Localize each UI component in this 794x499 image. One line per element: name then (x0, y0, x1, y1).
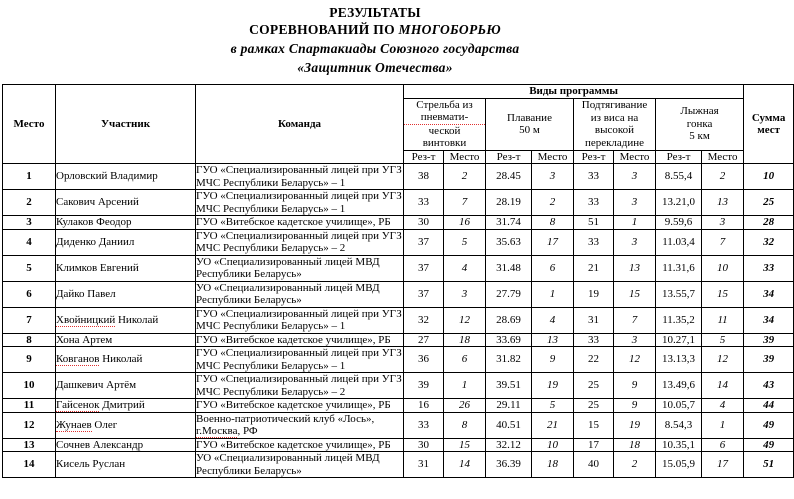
cell-swim_result: 28.19 (486, 190, 532, 216)
event-shooting-line3: ческой (428, 124, 461, 137)
cell-sum: 39 (744, 333, 794, 347)
event-pullups-line4: перекладине (584, 136, 645, 149)
cell-pullup_result: 33 (574, 229, 614, 255)
header-event-shooting (404, 98, 486, 150)
cell-pullup_rank: 9 (614, 399, 656, 413)
cell-sum: 33 (744, 255, 794, 281)
cell-sum: 44 (744, 399, 794, 413)
participant-given-name: Николай (99, 353, 143, 366)
cell-swim_result: 33.69 (486, 333, 532, 347)
cell-team (196, 190, 404, 216)
cell-swim_rank: 5 (532, 399, 574, 413)
event-skiing-line1: Лыжная (680, 105, 719, 118)
participant-given-name: Дмитрий (99, 399, 145, 411)
cell-ski_result: 10.35,1 (656, 438, 702, 452)
cell-place: 7 (3, 307, 56, 333)
cell-shooting_rank: 5 (444, 229, 486, 255)
cell-swim_rank: 13 (532, 333, 574, 347)
cell-swim_result: 27.79 (486, 281, 532, 307)
team-line: Республики Беларусь» (196, 464, 302, 477)
cell-sum: 25 (744, 190, 794, 216)
cell-ski_rank: 12 (702, 347, 744, 373)
cell-pullup_rank: 9 (614, 373, 656, 399)
table-row (3, 452, 794, 478)
cell-sum: 28 (744, 216, 794, 230)
header-pullups-rank: Место (614, 150, 656, 164)
title-competition-discipline: МНОГОБОРЬЮ (398, 22, 501, 37)
participant-surname: Ковганов (56, 353, 100, 366)
event-pullups-line1: Подтягивание (581, 99, 648, 111)
cell-place: 2 (3, 190, 56, 216)
cell-shooting_result: 32 (404, 307, 444, 333)
results-table-body (3, 164, 794, 478)
header-swimming-rank: Место (532, 150, 574, 164)
cell-pullup_result: 33 (574, 333, 614, 347)
team-line: ГУО «Витебское кадетское училище», РБ (196, 399, 391, 411)
cell-place: 14 (3, 452, 56, 478)
team-line: МЧС Республики Беларусь» – 1 (196, 176, 346, 189)
cell-participant: Сакович Арсений (56, 190, 196, 216)
cell-participant: Сочнев Александр (56, 438, 196, 452)
cell-team (196, 333, 404, 347)
cell-pullup_result: 17 (574, 438, 614, 452)
cell-shooting_rank: 2 (444, 164, 486, 190)
cell-team (196, 164, 404, 190)
cell-ski_rank: 4 (702, 399, 744, 413)
event-shooting-line4: винтовки (422, 137, 467, 149)
team-line: ГУО «Специализированный лицей при УГЗ (196, 347, 402, 359)
cell-pullup_result: 33 (574, 164, 614, 190)
cell-swim_rank: 6 (532, 255, 574, 281)
cell-ski_rank: 6 (702, 438, 744, 452)
team-line: ГУО «Специализированный лицей при УГЗ (196, 229, 402, 242)
cell-shooting_result: 33 (404, 190, 444, 216)
cell-place: 4 (3, 229, 56, 255)
cell-team (196, 281, 404, 307)
cell-participant: Климков Евгений (56, 255, 196, 281)
cell-shooting_rank: 26 (444, 399, 486, 413)
cell-participant: Дайко Павел (56, 281, 196, 307)
team-line: УО «Специализированный лицей МВД (196, 255, 380, 268)
header-program-types: Виды программы (404, 85, 744, 99)
cell-ski_rank: 2 (702, 164, 744, 190)
cell-shooting_rank: 18 (444, 333, 486, 347)
results-table (2, 84, 794, 478)
cell-swim_rank: 21 (532, 412, 574, 438)
cell-swim_result: 29.11 (486, 399, 532, 413)
cell-team (196, 438, 404, 452)
cell-participant: Хона Артем (56, 333, 196, 347)
cell-shooting_result: 16 (404, 399, 444, 413)
cell-ski_result: 10.27,1 (656, 333, 702, 347)
cell-pullup_result: 19 (574, 281, 614, 307)
cell-swim_result: 31.74 (486, 216, 532, 230)
cell-place: 10 (3, 373, 56, 399)
table-row (3, 164, 794, 190)
event-pullups-line3: высокой (594, 124, 635, 136)
cell-shooting_result: 36 (404, 347, 444, 373)
cell-ski_result: 11.03,4 (656, 229, 702, 255)
header-swimming-result: Рез-т (486, 150, 532, 164)
cell-pullup_rank: 13 (614, 255, 656, 281)
cell-team (196, 452, 404, 478)
event-skiing-line3: 5 км (689, 130, 710, 143)
cell-sum: 34 (744, 281, 794, 307)
cell-pullup_rank: 12 (614, 347, 656, 373)
participant-surname: Хвойницкий (56, 313, 116, 326)
cell-pullup_result: 21 (574, 255, 614, 281)
team-line: УО «Специализированный лицей МВД (196, 281, 380, 294)
cell-team (196, 412, 404, 438)
cell-swim_result: 36.39 (486, 452, 532, 478)
cell-ski_result: 9.59,6 (656, 216, 702, 230)
cell-swim_rank: 18 (532, 452, 574, 478)
cell-sum: 32 (744, 229, 794, 255)
cell-team (196, 373, 404, 399)
cell-pullup_rank: 18 (614, 438, 656, 452)
cell-pullup_rank: 15 (614, 281, 656, 307)
cell-pullup_result: 51 (574, 216, 614, 230)
team-line: Республики Беларусь» (196, 268, 302, 280)
cell-sum: 49 (744, 438, 794, 452)
team-line: МЧС Республики Беларусь» – 1 (196, 202, 346, 215)
cell-shooting_rank: 1 (444, 373, 486, 399)
cell-pullup_rank: 7 (614, 307, 656, 333)
cell-swim_rank: 19 (532, 373, 574, 399)
cell-ski_rank: 11 (702, 307, 744, 333)
event-swimming-line1: Плавание (507, 111, 552, 124)
cell-ski_rank: 10 (702, 255, 744, 281)
document-title-block (0, 0, 750, 78)
cell-place: 13 (3, 438, 56, 452)
cell-participant (56, 399, 196, 413)
cell-ski_result: 8.55,4 (656, 164, 702, 190)
cell-participant (56, 347, 196, 373)
cell-shooting_result: 38 (404, 164, 444, 190)
cell-team (196, 229, 404, 255)
team-country: , РФ (237, 425, 258, 437)
cell-shooting_result: 30 (404, 216, 444, 230)
cell-ski_result: 13.21,0 (656, 190, 702, 216)
cell-swim_result: 35.63 (486, 229, 532, 255)
cell-ski_result: 8.54,3 (656, 412, 702, 438)
table-row (3, 347, 794, 373)
cell-team (196, 347, 404, 373)
cell-shooting_rank: 6 (444, 347, 486, 373)
header-shooting-result: Рез-т (404, 150, 444, 164)
cell-swim_result: 31.82 (486, 347, 532, 373)
cell-sum: 10 (744, 164, 794, 190)
participant-surname: Жунаев (56, 418, 92, 431)
cell-participant: Кулаков Феодор (56, 216, 196, 230)
cell-shooting_result: 31 (404, 452, 444, 478)
header-place: Место (3, 85, 56, 164)
cell-shooting_rank: 8 (444, 412, 486, 438)
title-line-event-name: «Защитник Отечества» (297, 60, 453, 75)
cell-place: 5 (3, 255, 56, 281)
cell-sum: 51 (744, 452, 794, 478)
header-event-skiing (656, 98, 744, 150)
table-row (3, 399, 794, 413)
table-row (3, 333, 794, 347)
cell-ski_rank: 13 (702, 190, 744, 216)
participant-given-name: Олег (91, 418, 118, 431)
cell-swim_rank: 17 (532, 229, 574, 255)
team-line: ГУО «Специализированный лицей при УГЗ (196, 190, 402, 202)
cell-ski_rank: 3 (702, 216, 744, 230)
cell-shooting_result: 39 (404, 373, 444, 399)
team-line: ГУО «Специализированный лицей при УГЗ (196, 307, 402, 320)
cell-shooting_result: 30 (404, 438, 444, 452)
cell-pullup_rank: 19 (614, 412, 656, 438)
cell-participant (56, 412, 196, 438)
cell-participant: Диденко Даниил (56, 229, 196, 255)
cell-place: 3 (3, 216, 56, 230)
header-team: Команда (196, 85, 404, 164)
cell-swim_rank: 3 (532, 164, 574, 190)
team-line: УО «Специализированный лицей МВД (196, 452, 380, 464)
header-skiing-rank: Место (702, 150, 744, 164)
cell-place: 12 (3, 412, 56, 438)
cell-shooting_rank: 7 (444, 190, 486, 216)
cell-place: 6 (3, 281, 56, 307)
event-pullups-line2: из виса на (590, 111, 639, 124)
header-shooting-rank: Место (444, 150, 486, 164)
cell-team (196, 307, 404, 333)
cell-place: 8 (3, 333, 56, 347)
table-row (3, 281, 794, 307)
team-line: ГУО «Специализированный лицей при УГЗ (196, 164, 402, 176)
cell-pullup_rank: 3 (614, 333, 656, 347)
cell-pullup_rank: 1 (614, 216, 656, 230)
cell-ski_rank: 1 (702, 412, 744, 438)
cell-participant: Кисель Руслан (56, 452, 196, 478)
title-competition-plain: СОРЕВНОВАНИЙ ПО (249, 22, 399, 37)
cell-shooting_result: 37 (404, 281, 444, 307)
cell-pullup_rank: 2 (614, 452, 656, 478)
cell-shooting_rank: 16 (444, 216, 486, 230)
header-skiing-result: Рез-т (656, 150, 702, 164)
cell-swim_rank: 1 (532, 281, 574, 307)
cell-pullup_result: 31 (574, 307, 614, 333)
cell-pullup_result: 40 (574, 452, 614, 478)
cell-ski_result: 13.49,6 (656, 373, 702, 399)
cell-pullup_result: 25 (574, 399, 614, 413)
cell-swim_rank: 2 (532, 190, 574, 216)
cell-place: 9 (3, 347, 56, 373)
cell-place: 11 (3, 399, 56, 413)
team-line: МЧС Республики Беларусь» – 1 (196, 359, 346, 372)
event-shooting-line1: Стрельба из (416, 98, 473, 111)
cell-pullup_result: 22 (574, 347, 614, 373)
team-line: МЧС Республики Беларусь» – 2 (196, 385, 346, 398)
title-line-results: РЕЗУЛЬТАТЫ (329, 5, 421, 20)
cell-ski_result: 13.55,7 (656, 281, 702, 307)
cell-swim_result: 32.12 (486, 438, 532, 452)
team-line: ГУО «Специализированный лицей при УГЗ (196, 373, 402, 385)
header-event-swimming (486, 98, 574, 150)
cell-shooting_result: 27 (404, 333, 444, 347)
cell-shooting_result: 37 (404, 229, 444, 255)
cell-shooting_rank: 15 (444, 438, 486, 452)
cell-pullup_rank: 3 (614, 164, 656, 190)
cell-pullup_result: 15 (574, 412, 614, 438)
cell-ski_result: 13.13,3 (656, 347, 702, 373)
team-line: ГУО «Витебское кадетское училище», РБ (196, 216, 391, 228)
table-row (3, 307, 794, 333)
team-city: г.Москва (196, 425, 238, 437)
table-header-row-1 (3, 85, 794, 99)
cell-team (196, 399, 404, 413)
event-skiing-line2: гонка (686, 117, 713, 130)
cell-pullup_rank: 3 (614, 190, 656, 216)
cell-ski_result: 15.05,9 (656, 452, 702, 478)
cell-sum: 34 (744, 307, 794, 333)
title-line-spartakiad: в рамках Спартакиады Союзного государства (230, 41, 520, 56)
cell-ski_rank: 14 (702, 373, 744, 399)
cell-shooting_rank: 12 (444, 307, 486, 333)
cell-sum: 39 (744, 347, 794, 373)
cell-ski_result: 11.35,2 (656, 307, 702, 333)
team-line: ГУО «Витебское кадетское училище», РБ (196, 333, 391, 346)
cell-ski_rank: 17 (702, 452, 744, 478)
cell-participant: Дашкевич Артём (56, 373, 196, 399)
cell-participant: Орловский Владимир (56, 164, 196, 190)
cell-swim_result: 31.48 (486, 255, 532, 281)
cell-shooting_rank: 14 (444, 452, 486, 478)
participant-given-name: Николай (115, 313, 159, 326)
table-row (3, 229, 794, 255)
team-line: МЧС Республики Беларусь» – 2 (196, 242, 346, 254)
cell-swim_rank: 9 (532, 347, 574, 373)
cell-swim_result: 28.69 (486, 307, 532, 333)
header-event-pullups (574, 98, 656, 150)
team-line: Республики Беларусь» (196, 294, 302, 306)
cell-pullup_rank: 3 (614, 229, 656, 255)
cell-participant (56, 307, 196, 333)
team-line: МЧС Республики Беларусь» – 1 (196, 320, 346, 332)
cell-shooting_result: 37 (404, 255, 444, 281)
cell-ski_result: 10.05,7 (656, 399, 702, 413)
cell-pullup_result: 33 (574, 190, 614, 216)
cell-swim_rank: 4 (532, 307, 574, 333)
header-sum-of-places: Сумма мест (744, 85, 794, 164)
cell-swim_result: 28.45 (486, 164, 532, 190)
cell-sum: 43 (744, 373, 794, 399)
header-pullups-result: Рез-т (574, 150, 614, 164)
cell-ski_rank: 5 (702, 333, 744, 347)
team-line: ГУО «Витебское кадетское училище», РБ (196, 438, 391, 451)
table-row (3, 373, 794, 399)
cell-team (196, 255, 404, 281)
participant-surname: Гайсенок (56, 399, 100, 411)
table-row (3, 216, 794, 230)
header-participant: Участник (56, 85, 196, 164)
cell-ski_rank: 7 (702, 229, 744, 255)
table-row (3, 255, 794, 281)
cell-swim_rank: 8 (532, 216, 574, 230)
team-line: Военно-патриотический клуб «Лось», (196, 412, 375, 425)
cell-swim_result: 39.51 (486, 373, 532, 399)
team-line (196, 425, 403, 438)
cell-shooting_rank: 3 (444, 281, 486, 307)
event-shooting-line2: пневмати- (404, 111, 485, 125)
cell-ski_result: 11.31,6 (656, 255, 702, 281)
table-row (3, 438, 794, 452)
cell-team (196, 216, 404, 230)
cell-sum: 49 (744, 412, 794, 438)
cell-place: 1 (3, 164, 56, 190)
cell-ski_rank: 15 (702, 281, 744, 307)
table-row (3, 190, 794, 216)
cell-shooting_rank: 4 (444, 255, 486, 281)
title-line-competition (0, 21, 750, 39)
table-row (3, 412, 794, 438)
cell-pullup_result: 25 (574, 373, 614, 399)
cell-shooting_result: 33 (404, 412, 444, 438)
event-swimming-line2: 50 м (519, 124, 540, 136)
cell-swim_rank: 10 (532, 438, 574, 452)
cell-swim_result: 40.51 (486, 412, 532, 438)
